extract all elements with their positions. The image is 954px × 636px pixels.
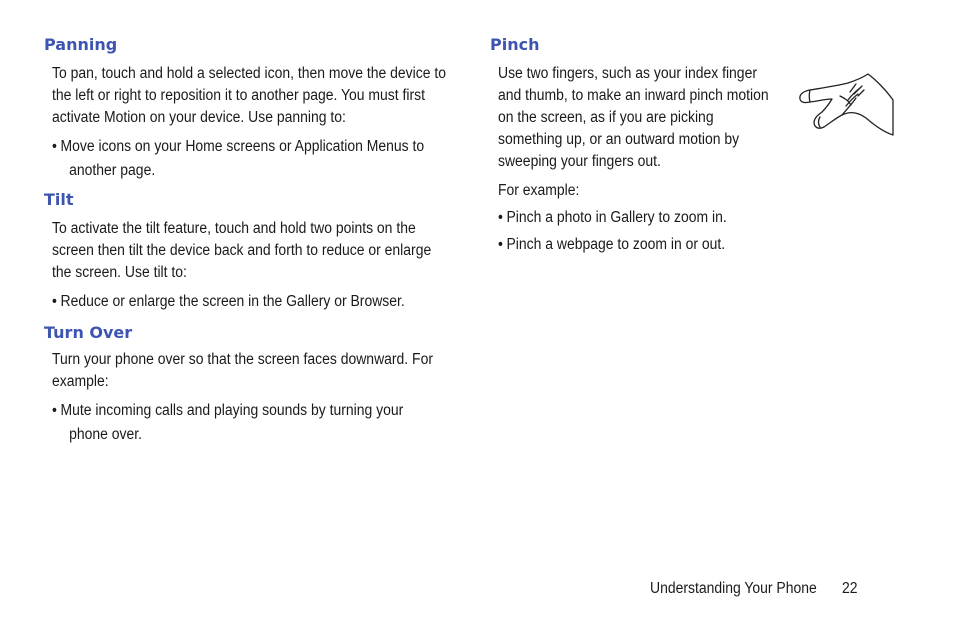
bullet-dot: • <box>52 138 57 155</box>
panning-body: To pan, touch and hold a selected icon, then move the device to the left or right to reposition it to another page. You must first activate Motion on your device. Use panning to: <box>52 65 446 126</box>
pinch-bullet-2-line1: Pinch a webpage to zoom in or out. <box>506 236 726 253</box>
pinch-example-intro: For example: <box>498 182 580 199</box>
turn-over-bullet-1-line2: phone over. <box>69 426 143 443</box>
pinch-body: Use two fingers, such as your index finger and thumb, to make an inward pinch motion on the screen, as if you are picking something up, or an outward motion by sweeping your fingers out. <box>498 65 769 170</box>
right-column <box>490 34 790 257</box>
turn-over-body: Turn your phone over so that the screen faces downward. For example: <box>52 351 433 390</box>
pinch-bullet-1-line1: Pinch a photo in Gallery to zoom in. <box>506 209 727 226</box>
panning-bullet-1 <box>52 135 448 183</box>
turn-over-bullet-1 <box>52 399 448 447</box>
page-footer <box>650 578 857 600</box>
bullet-dot: • <box>52 293 57 310</box>
bullet-dot: • <box>498 209 503 226</box>
page-number: 22 <box>841 580 858 597</box>
pinch-bullet-2 <box>498 233 786 257</box>
pinch-bullet-1 <box>498 206 786 230</box>
pinch-gesture-hand-icon <box>796 72 896 142</box>
tilt-heading: Tilt <box>44 190 74 209</box>
bullet-dot: • <box>498 236 503 253</box>
pinch-heading: Pinch <box>490 35 540 54</box>
panning-heading: Panning <box>44 35 118 54</box>
left-column <box>44 34 454 447</box>
panning-bullet-1-line1: Move icons on your Home screens or Application Menus to <box>60 138 425 155</box>
tilt-bullet-1-line1: Reduce or enlarge the screen in the Gallery or Browser. <box>60 293 405 310</box>
turn-over-bullet-1-line1: Mute incoming calls and playing sounds by turning your <box>60 402 404 419</box>
tilt-body: To activate the tilt feature, touch and hold two points on the screen then tilt the device back and forth to reduce or enlarge the screen. Use tilt to: <box>52 220 432 281</box>
footer-section-title: Understanding Your Phone <box>650 580 817 597</box>
tilt-bullet-1 <box>52 290 448 314</box>
turn-over-heading: Turn Over <box>44 323 133 342</box>
bullet-dot: • <box>52 402 57 419</box>
panning-bullet-1-line2: another page. <box>69 162 156 179</box>
